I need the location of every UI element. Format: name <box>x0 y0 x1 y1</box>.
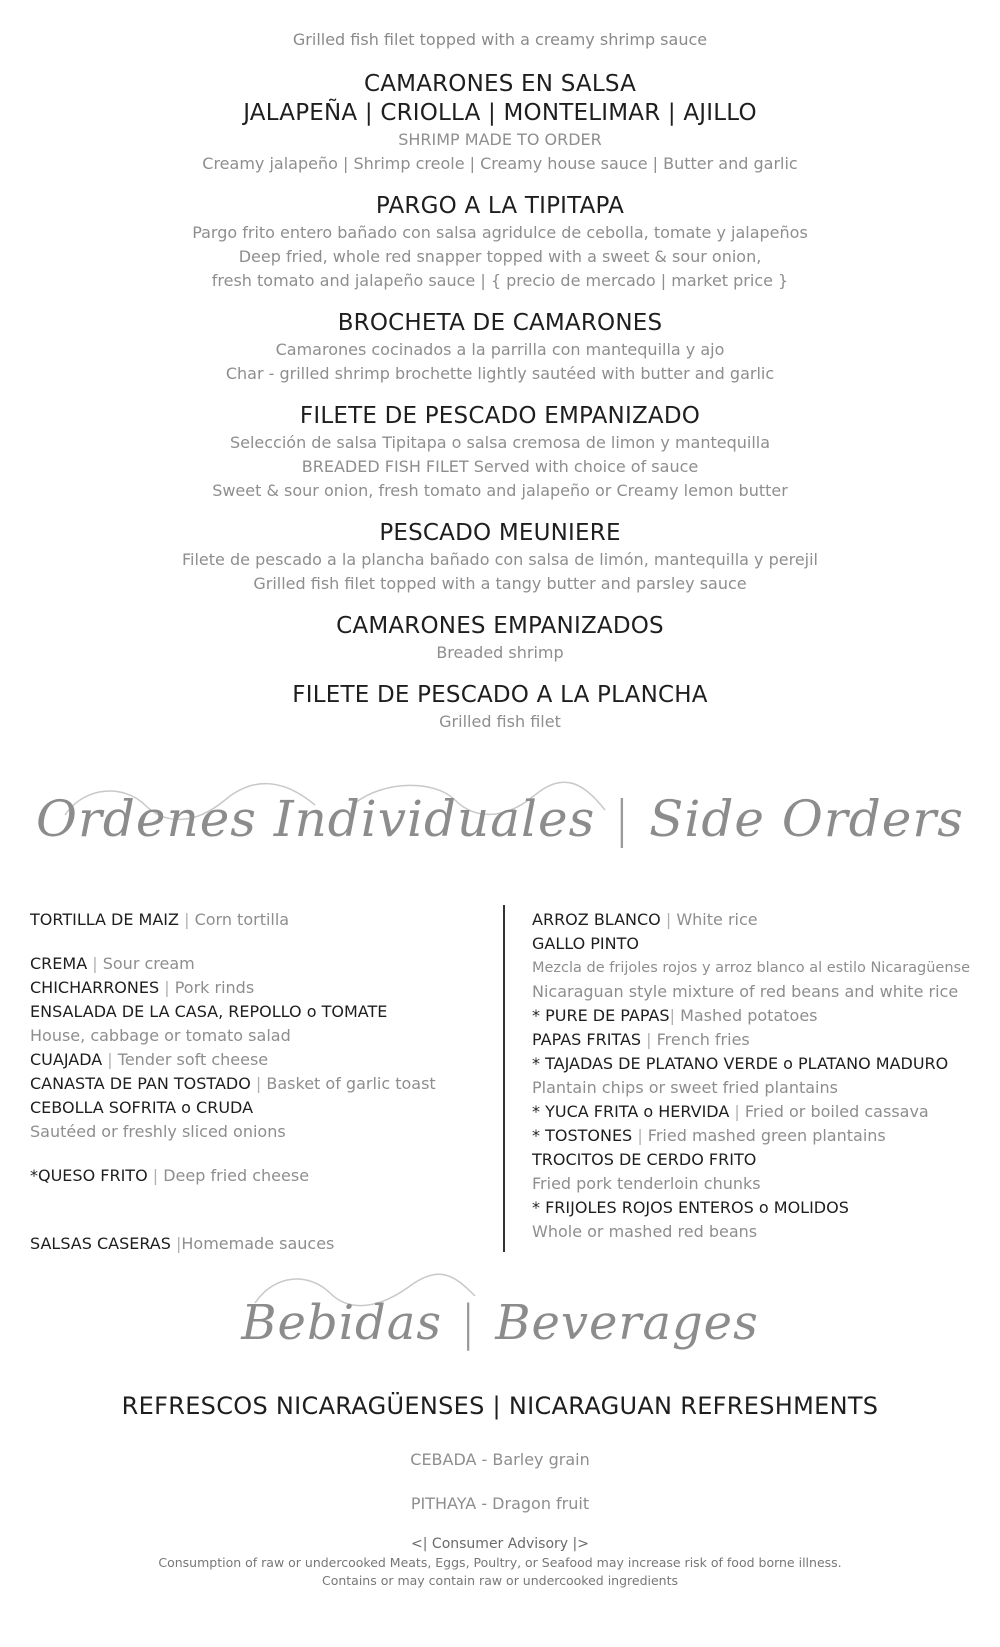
menu-item-pargo <box>0 192 1000 293</box>
item-description: Fried mashed green plantains <box>647 1126 886 1145</box>
item-name: *QUESO FRITO <box>30 1166 148 1185</box>
item-title: BROCHETA DE CAMARONES <box>337 310 663 336</box>
item-name: TROCITOS DE CERDO FRITO <box>532 1150 757 1169</box>
consumer-advisory-text: Contains or may contain raw or undercooked ingredients <box>321 1573 679 1588</box>
intro-description: Grilled fish filet topped with a creamy shrimp sauce <box>292 30 708 49</box>
item-name: CEBOLLA SOFRITA o CRUDA <box>30 1098 254 1117</box>
item-name: ARROZ BLANCO <box>532 910 661 929</box>
item-description: Plantain chips or sweet fried plantains <box>532 1078 838 1097</box>
consumer-advisory-text: Consumption of raw or undercooked Meats, Eggs, Poultry, or Seafood may increase risk of food borne illness. <box>158 1555 842 1570</box>
list-item: CUAJADA | Tender soft cheese <box>30 1050 269 1069</box>
list-item: CHICHARRONES | Pork rinds <box>30 978 255 997</box>
item-description: BREADED FISH FILET Served with choice of sauce <box>301 457 699 476</box>
item-name: * TAJADAS DE PLATANO VERDE o PLATANO MADURO <box>532 1054 949 1073</box>
item-title: CAMARONES EN SALSA <box>363 71 637 97</box>
item-name: CANASTA DE PAN TOSTADO <box>30 1074 251 1093</box>
item-description: fresh tomato and jalapeño sauce | { precio de mercado | market price } <box>211 271 789 290</box>
beverage-item: PITHAYA - Dragon fruit <box>410 1494 590 1513</box>
side-orders-heading <box>0 790 1000 848</box>
list-item <box>30 1000 490 1024</box>
item-title: FILETE DE PESCADO EMPANIZADO <box>299 403 701 429</box>
item-name: ENSALADA DE LA CASA, REPOLLO o TOMATE <box>30 1002 388 1021</box>
menu-item-camarones-salsa <box>0 70 1000 176</box>
menu-item-brocheta <box>0 309 1000 386</box>
item-title: CAMARONES EMPANIZADOS <box>336 613 664 639</box>
item-description: Pargo frito entero bañado con salsa agridulce de cebolla, tomate y jalapeños <box>192 223 808 242</box>
item-description: Homemade sauces <box>181 1234 335 1253</box>
list-item: * PURE DE PAPAS| Mashed potatoes <box>532 1006 818 1025</box>
item-name: PAPAS FRITAS <box>532 1030 642 1049</box>
list-item: * TOSTONES | Fried mashed green plantains <box>532 1126 886 1145</box>
side-orders-heading-es: Ordenes Individuales <box>36 790 596 848</box>
item-description: French fries <box>656 1030 750 1049</box>
item-name: CUAJADA <box>30 1050 103 1069</box>
item-description: Filete de pescado a la plancha bañado con salsa de limón, mantequilla y perejil <box>182 550 818 569</box>
refreshments-title: REFRESCOS NICARAGÜENSES | NICARAGUAN REFRESHMENTS <box>121 1392 879 1420</box>
beverages-heading-es: Bebidas <box>241 1295 443 1351</box>
item-description: Basket of garlic toast <box>266 1074 436 1093</box>
item-description: Tender soft cheese <box>117 1050 269 1069</box>
item-subtitle: SHRIMP MADE TO ORDER <box>398 130 602 149</box>
item-description: Grilled fish filet topped with a tangy butter and parsley sauce <box>253 574 747 593</box>
list-item: TORTILLA DE MAIZ | Corn tortilla <box>30 910 290 929</box>
item-description: Selección de salsa Tipitapa o salsa cremosa de limon y mantequilla <box>229 433 771 452</box>
menu-item-filete-empanizado <box>0 402 1000 503</box>
item-description: Deep fried cheese <box>163 1166 310 1185</box>
item-name: TORTILLA DE MAIZ <box>30 910 179 929</box>
item-title: FILETE DE PESCADO A LA PLANCHA <box>292 682 708 708</box>
beverage-item: CEBADA - Barley grain <box>410 1450 590 1469</box>
item-title-line-2: JALAPEÑA | CRIOLLA | MONTELIMAR | AJILLO <box>243 100 757 126</box>
item-description-es: Mezcla de frijoles rojos y arroz blanco al estilo Nicaragüense <box>532 960 971 976</box>
seafood-menu-list <box>0 70 1000 750</box>
heading-separator: | <box>613 790 632 848</box>
item-description: Nicaraguan style mixture of red beans and white rice <box>532 982 959 1001</box>
item-description: Corn tortilla <box>194 910 290 929</box>
menu-item-meuniere <box>0 519 1000 596</box>
menu-item-camarones-empanizados <box>0 612 1000 665</box>
list-item <box>532 1052 992 1076</box>
item-description: Sour cream <box>102 954 195 973</box>
heading-separator: | <box>460 1295 478 1351</box>
list-item: *QUESO FRITO | Deep fried cheese <box>30 1166 310 1185</box>
item-description: Fried or boiled cassava <box>744 1102 929 1121</box>
list-item <box>30 1096 490 1120</box>
item-description: Pork rinds <box>174 978 255 997</box>
item-description: Deep fried, whole red snapper topped with a sweet & sour onion, <box>238 247 762 266</box>
list-item <box>532 1148 992 1172</box>
list-item: CANASTA DE PAN TOSTADO | Basket of garlic toast <box>30 1074 436 1093</box>
item-name: * FRIJOLES ROJOS ENTEROS o MOLIDOS <box>532 1198 849 1217</box>
item-name: * PURE DE PAPAS <box>532 1006 670 1025</box>
item-description: Grilled fish filet <box>439 712 561 731</box>
item-title: PARGO A LA TIPITAPA <box>375 193 625 219</box>
side-orders-heading-en: Side Orders <box>649 790 964 848</box>
item-name: CREMA <box>30 954 88 973</box>
column-divider <box>503 905 505 1252</box>
item-name: * TOSTONES <box>532 1126 633 1145</box>
list-item: * YUCA FRITA o HERVIDA | Fried or boiled cassava <box>532 1102 929 1121</box>
beverages-heading <box>0 1295 1000 1351</box>
item-title: PESCADO MEUNIERE <box>379 520 621 546</box>
list-item <box>532 1196 992 1220</box>
item-name: SALSAS CASERAS <box>30 1234 171 1253</box>
list-item: CREMA | Sour cream <box>30 954 195 973</box>
list-item: SALSAS CASERAS |Homemade sauces <box>30 1234 335 1253</box>
item-name: GALLO PINTO <box>532 934 639 953</box>
item-description: Sautéed or freshly sliced onions <box>30 1122 286 1141</box>
item-name: * YUCA FRITA o HERVIDA <box>532 1102 730 1121</box>
item-description: House, cabbage or tomato salad <box>30 1026 291 1045</box>
item-description: Mashed potatoes <box>680 1006 818 1025</box>
list-item <box>532 932 992 956</box>
list-item: ARROZ BLANCO | White rice <box>532 910 758 929</box>
beverages-heading-en: Beverages <box>495 1295 759 1351</box>
side-orders-right-column <box>532 908 992 1244</box>
menu-item-filete-plancha <box>0 681 1000 734</box>
item-description: White rice <box>676 910 758 929</box>
item-description: Camarones cocinados a la parrilla con mantequilla y ajo <box>275 340 725 359</box>
item-description: Breaded shrimp <box>436 643 564 662</box>
item-description: Creamy jalapeño | Shrimp creole | Creamy house sauce | Butter and garlic <box>202 154 798 173</box>
item-description: Fried pork tenderloin chunks <box>532 1174 761 1193</box>
side-orders-left-column <box>30 908 490 1256</box>
list-item: PAPAS FRITAS | French fries <box>532 1030 750 1049</box>
item-description: Whole or mashed red beans <box>532 1222 758 1241</box>
consumer-advisory-title: <| Consumer Advisory |> <box>411 1536 589 1552</box>
item-description: Char - grilled shrimp brochette lightly sautéed with butter and garlic <box>225 364 775 383</box>
item-description: Sweet & sour onion, fresh tomato and jalapeño or Creamy lemon butter <box>212 481 788 500</box>
item-name: CHICHARRONES <box>30 978 160 997</box>
